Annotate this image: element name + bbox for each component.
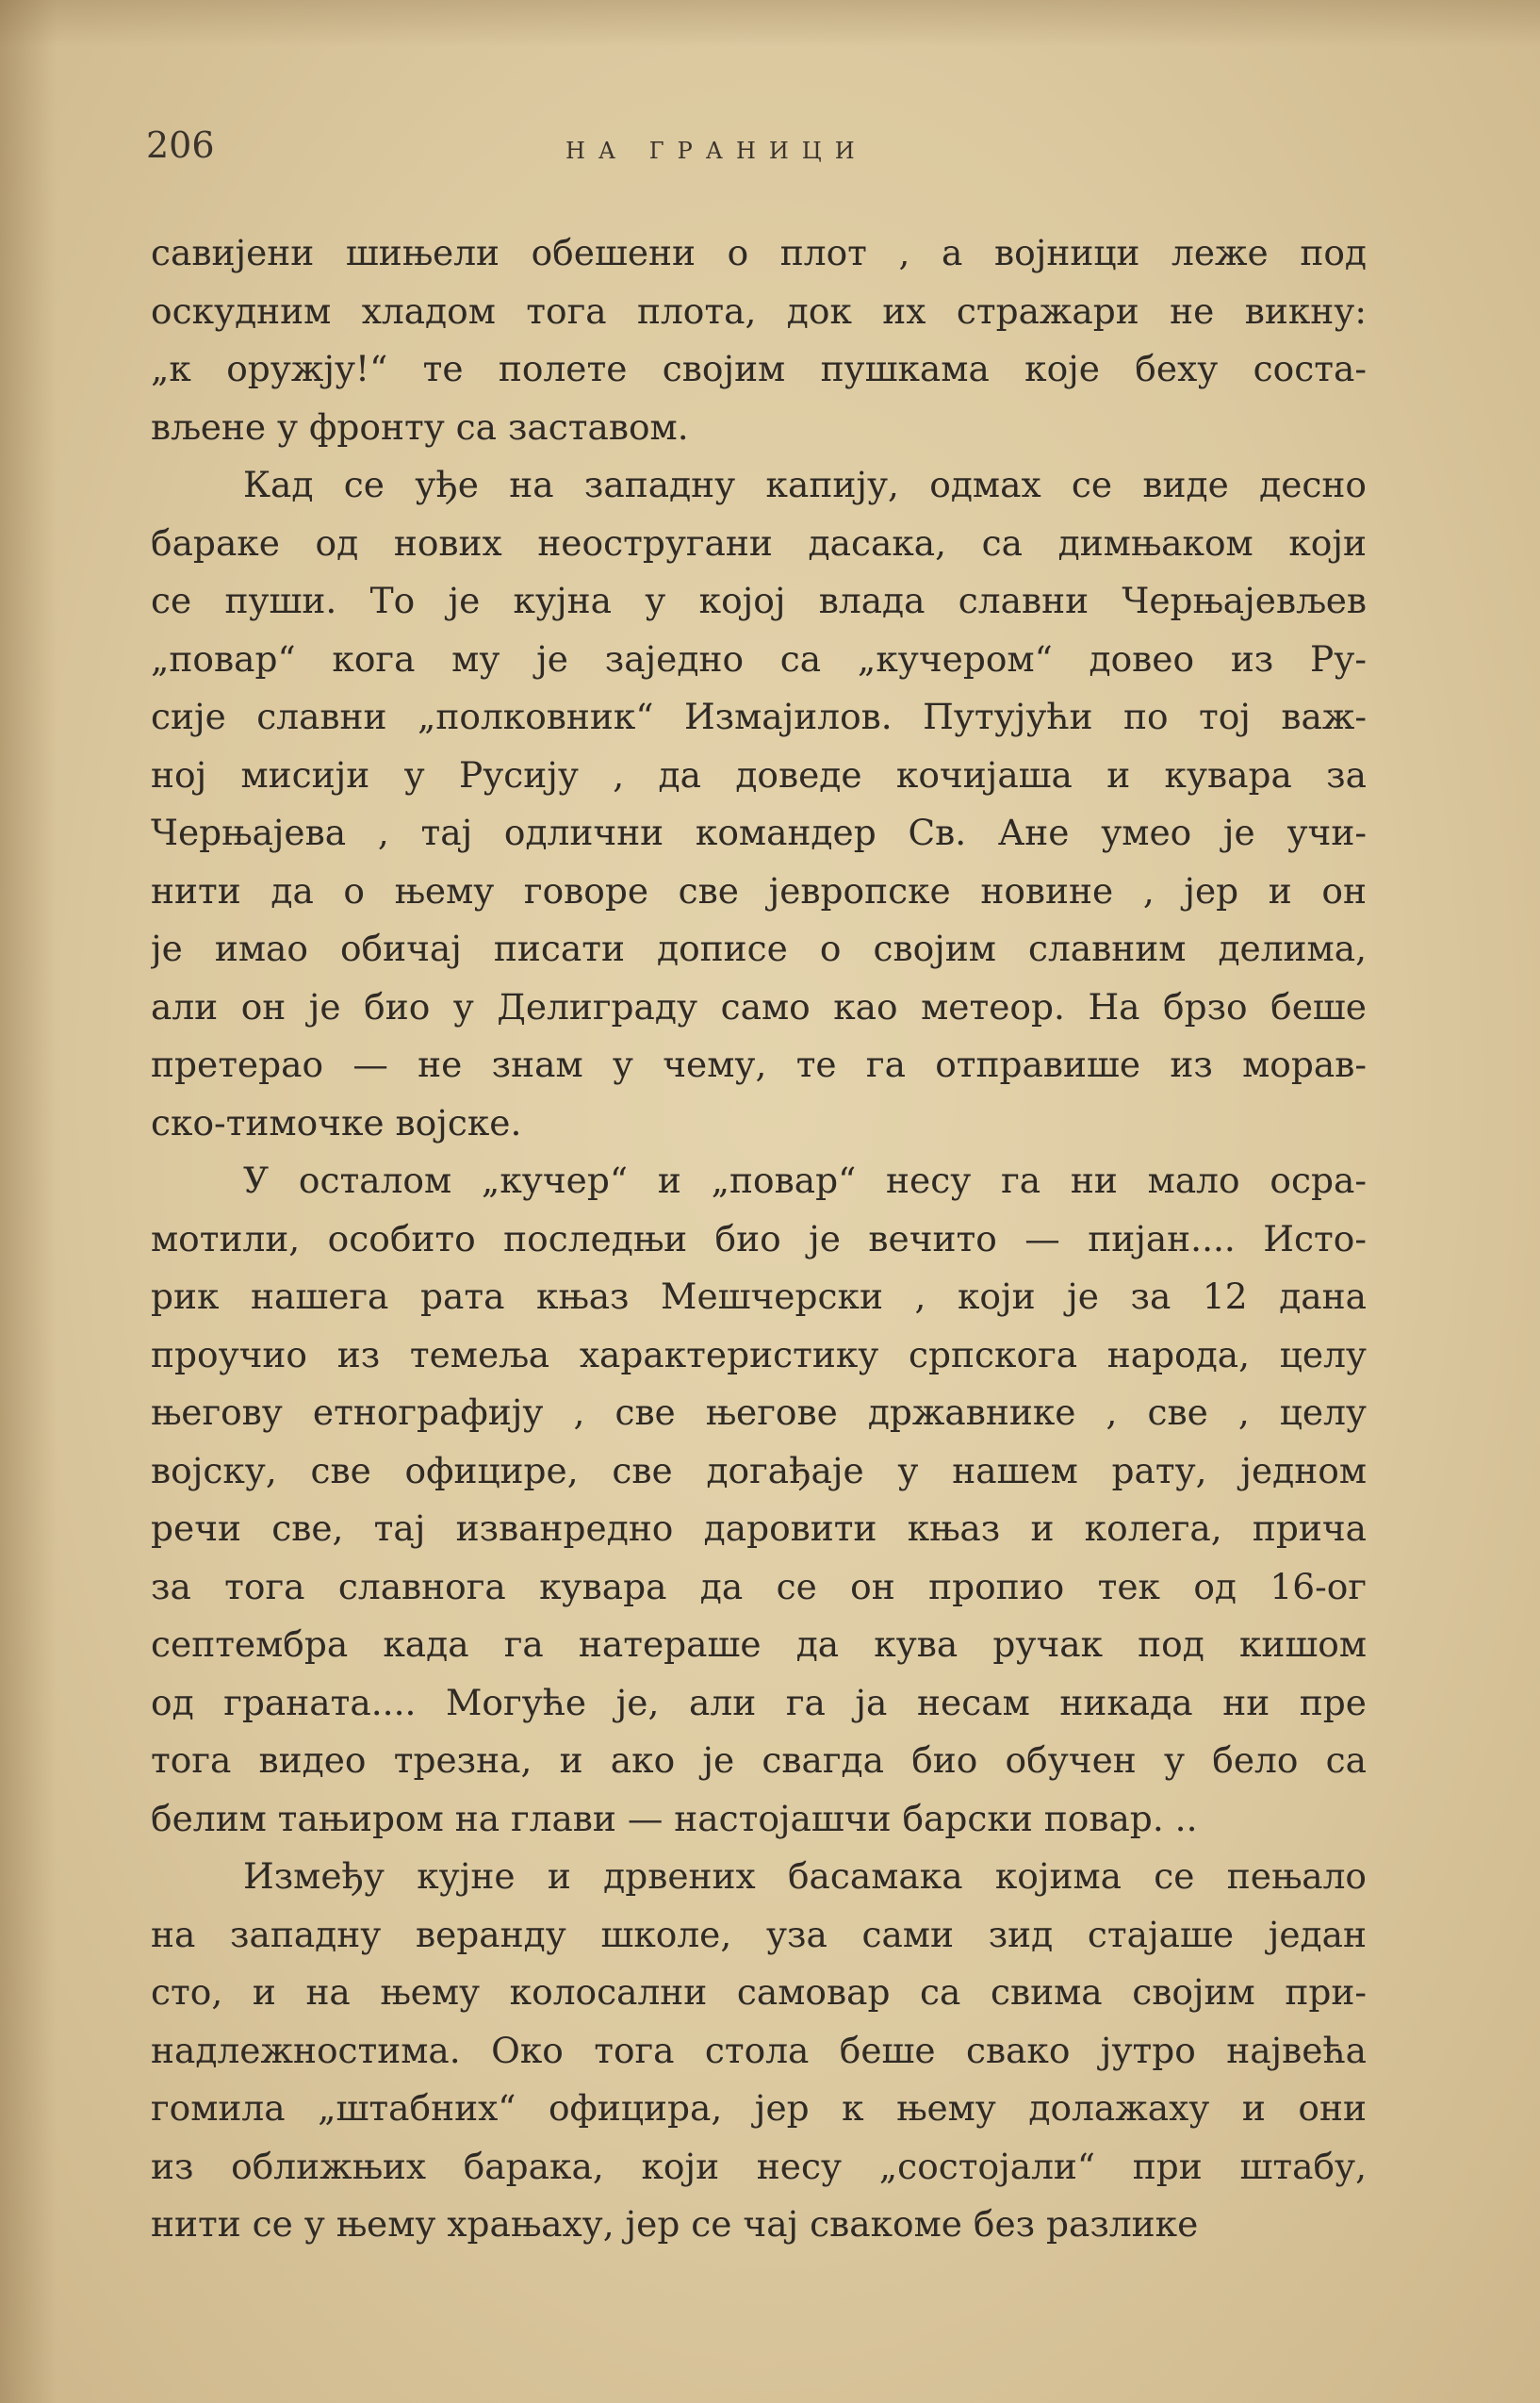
- paragraph: [151, 1848, 1367, 2254]
- text-line: војску, све официре, све догађаје у нашем рату, једном: [151, 1449, 1367, 1491]
- page-header: [146, 124, 1362, 181]
- page-shadow-left: [0, 0, 57, 2403]
- text-line: на западну веранду школе, уза сами зид стајаше један: [151, 1913, 1367, 1955]
- text-line: речи све, тај изванредно даровити књаз и колега, прича: [151, 1507, 1367, 1549]
- text-line: ско-тимочке војске.: [151, 1101, 522, 1144]
- text-line: претерао — не знам у чему, те га отправише из морав-: [151, 1044, 1367, 1085]
- text-line: „к оружју!“ те полете својим пушкама које беху соста-: [151, 348, 1367, 389]
- paragraph: [151, 224, 1367, 456]
- text-line: оскудним хладом тога плота, док их стражари не викну:: [151, 289, 1367, 332]
- text-line: савијени шињели обешени о плот , а војници леже под: [151, 232, 1367, 273]
- text-line: проучио из темеља характеристику српскога народа, целу: [151, 1333, 1367, 1375]
- text-line: ној мисији у Русију , да доведе кочијаша и кувара за: [151, 753, 1367, 796]
- text-line: вљене у фронту са заставом.: [151, 405, 689, 448]
- paragraph: [151, 456, 1367, 1152]
- text-line: тога видео трезна, и ако је свагда био обучен у бело са: [151, 1739, 1367, 1781]
- text-line: је имао обичај писати дописе о својим славним делима,: [151, 928, 1367, 969]
- text-line: из оближњих барака, који несу „состојали“ при штабу,: [151, 2145, 1367, 2187]
- text-line: Између кујне и дрвених басамака којима се пењало: [243, 1855, 1367, 1897]
- text-line: У осталом „кучер“ и „повар“ несу га ни мало осра-: [243, 1160, 1367, 1201]
- page-shadow-top: [0, 0, 1540, 47]
- text-line: али он је био у Делиграду само као метеор. На брзо беше: [151, 985, 1367, 1028]
- text-line: „повар“ кога му је заједно са „кучером“ довео из Ру-: [151, 637, 1367, 680]
- text-line: од граната.... Могуће је, али га ја несам никада ни пре: [151, 1681, 1367, 1723]
- text-line: септембра када га натераше да кува ручак под кишом: [151, 1623, 1367, 1665]
- text-line: за тога славнога кувара да се он пропио тек од 16-ог: [151, 1565, 1367, 1607]
- text-line: рик нашега рата књаз Мешчерски , који је за 12 дана: [151, 1276, 1367, 1317]
- text-line: нити се у њему храњаху, јер се чај свакоме без разлике: [151, 2203, 1199, 2245]
- text-line: надлежностима. Око тога стола беше свако јутро највећа: [151, 2029, 1367, 2071]
- text-line: његову етнографију , све његове државнике , све , целу: [151, 1391, 1367, 1433]
- text-line: нити да о њему говоре све јевропске новине , јер и он: [151, 869, 1367, 912]
- text-line: сије славни „полковник“ Измајилов. Путујући по тој важ-: [151, 696, 1367, 737]
- text-line: се пуши. То је кујна у којој влада славни Черњајевљев: [151, 580, 1367, 621]
- text-line: сто, и на њему колосални самовар са свима својим при-: [151, 1971, 1367, 2013]
- page-number: 206: [146, 124, 215, 166]
- text-line: мотили, особито последњи био је вечито — пијан.... Исто-: [151, 1217, 1367, 1259]
- text-line: бараке од нових неостругани дасака, са димњаком који: [151, 521, 1367, 564]
- text-line: Черњајева , тај одлични командер Св. Ане умео је учи-: [151, 812, 1367, 853]
- running-title: НА ГРАНИЦИ: [565, 138, 868, 164]
- body-text: [151, 224, 1367, 2254]
- text-line: белим тањиром на глави — настојашчи барски повар. ..: [151, 1797, 1198, 1839]
- text-line: гомила „штабних“ официра, јер к њему долажаху и они: [151, 2087, 1367, 2129]
- text-line: Кад се уђе на западну капију, одмах се виде десно: [243, 464, 1367, 505]
- paragraph: [151, 1152, 1367, 1848]
